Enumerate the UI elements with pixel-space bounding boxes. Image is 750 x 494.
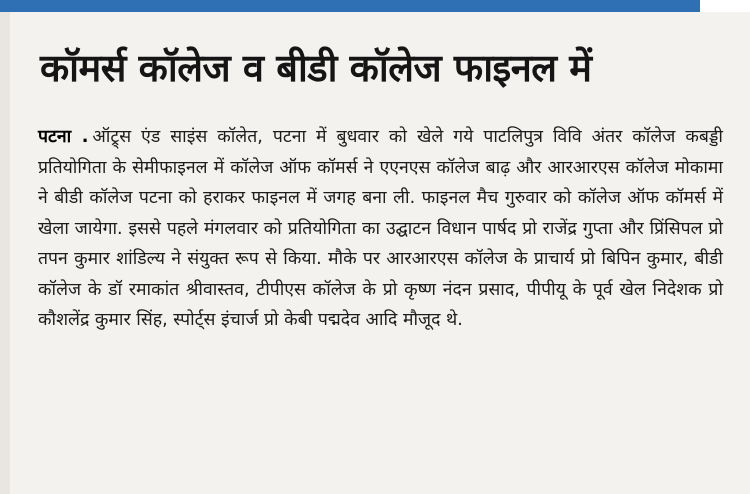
headline: कॉमर्स कॉलेज व बीडी कॉलेज फाइनल में: [40, 46, 592, 90]
top-strip-gap: [700, 0, 750, 12]
top-color-strip: [0, 0, 700, 12]
article-text: ऑट्र्स एंड साइंस कॉलेत, पटना में बुधवार को खेले गये पाटलिपुत्र विवि अंतर कॉलेज कबड्डी प्रतियोगिता के सेमीफाइनल में कॉलेज ऑफ कॉमर्स ने एएनएस कॉलेज बाढ़ और आरआरएस कॉलेज मोकामा ने बीडी कॉलेज पटना को हराकर फाइनल में जगह बना ली. फाइनल मैच गुरुवार को कॉलेज ऑफ कॉमर्स में खेला जायेगा. इससे पहले मंगलवार को प्रतियोगिता का उद्घाटन विधान पार्षद प्रो राजेंद्र गुप्ता और प्रिंसिपल प्रो तपन कुमार शांडिल्य ने संयुक्त रूप से किया. मौके पर आरआरएस कॉलेज के प्राचार्य प्रो बिपिन कुमार, बीडी कॉलेज के डॉ रमाकांत श्रीवास्तव, टीपीएस कॉलेज के प्रो कृष्ण नंदन प्रसाद, पीपीयू के पूर्व खेल निदेशक प्रो कौशलेंद्र कुमार सिंह, स्पोर्ट्स इंचार्ज प्रो केबी पद्मदेव आदि मौजूद थे.: [38, 127, 723, 330]
dateline: पटना .: [38, 127, 89, 147]
article-body: [38, 122, 723, 336]
left-page-gutter: [0, 12, 10, 494]
